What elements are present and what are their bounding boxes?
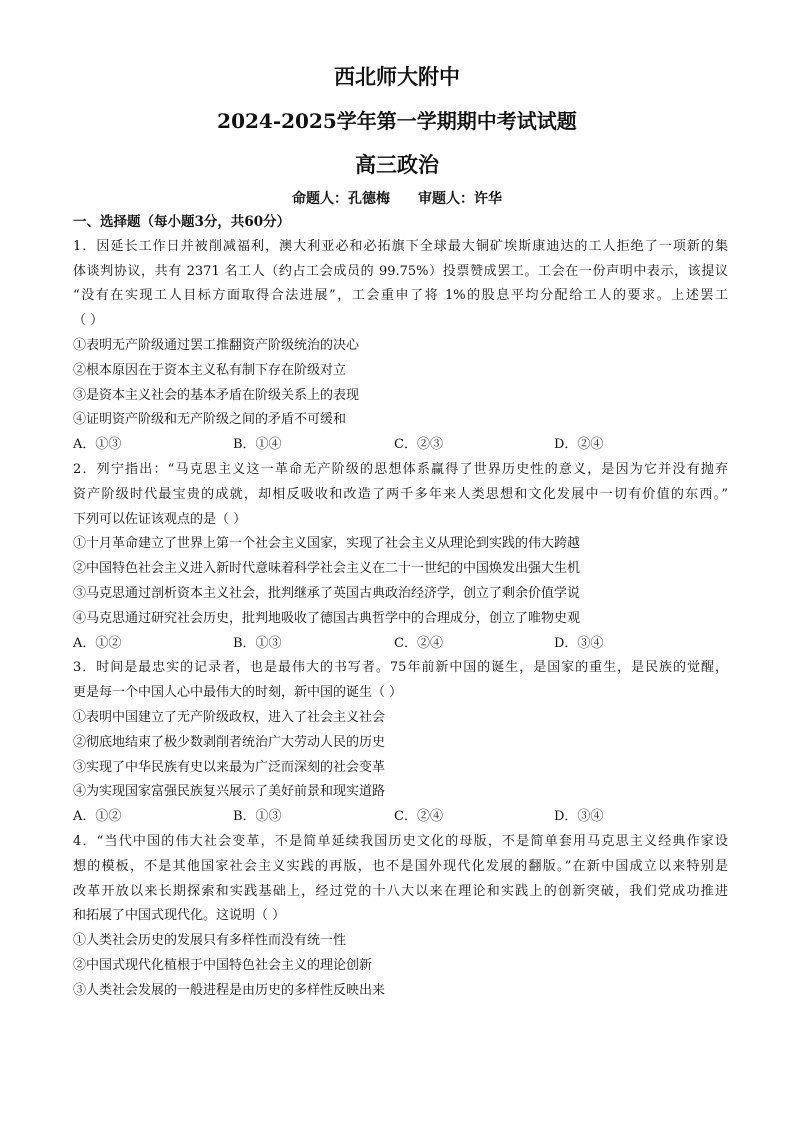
answer-choices [73,805,728,830]
answer-choices [73,433,728,458]
question-4 [73,830,728,1004]
choice-a: A．①② [73,635,122,651]
choice-a: A．①③ [73,437,122,453]
exam-title: 2024-2025学年第一学期期中考试试题 [217,109,577,133]
question-text-line: 资产阶级时代最宝贵的成就，却相反吸收和改造了两千多年来人类思想和文化发展中一切有价值的东西。” [73,486,728,502]
question-author: 命题人：孔德梅 [292,191,390,207]
question-text-line: 想的模板，不是其他国家社会主义实践的再版，也不是国外现代化发展的翻版。”在新中国成立以来特别是 [73,858,728,874]
school-name: 西北师大附中 [334,64,460,89]
choice-b: B．①④ [233,437,282,453]
exam-body [73,210,728,1004]
statement-option: ②根本原因在于资本主义私有制下存在阶级对立 [73,362,347,378]
question-1 [73,235,728,458]
question-text-line: 2．列宁指出：“马克思主义这一革命无产阶级的思想体系赢得了世界历史性的意义，是因为它并没有抛弃 [73,461,728,477]
question-text-line: 改革开放以来长期探索和实践基础上，经过党的十八大以来在理论和实践上的创新突破，我们党成功推进 [73,883,728,899]
question-3 [73,656,728,830]
choice-b: B．①③ [233,809,282,825]
statement-option: ②中国特色社会主义进入新时代意味着科学社会主义在二十一世纪的中国焕发出强大生机 [73,561,581,577]
question-text-line: 4．“当代中国的伟大社会变革，不是简单延续我国历史文化的母版，不是简单套用马克思主义经典作家设 [73,833,728,849]
question-text-line: 和拓展了中国式现代化。这说明（ ） [73,908,286,924]
question-text-line: （ ） [73,313,104,329]
choice-c: C．②④ [394,809,443,825]
choice-d: D．②④ [554,437,604,453]
question-text-line: 体谈判协议，共有 2371 名工人（约占工会成员的 99.75%）投票赞成罢工。工会在一份声明中表示，该提议 [73,263,728,279]
question-text-line: 更是每一个中国人心中最伟大的时刻，新中国的诞生（ ） [73,685,403,701]
section-heading: 一、选择题（每小题3分，共60分） [73,214,291,230]
question-reviewer: 审题人：许华 [418,191,502,207]
statement-option: ①表明无产阶级通过罢工推翻资产阶级统治的决心 [73,337,360,353]
subject-title: 高三政治 [355,152,439,177]
statement-option: ③是资本主义社会的基本矛盾在阶级关系上的表现 [73,387,360,403]
choice-d: D．③④ [554,809,604,825]
statement-option: ④为实现国家富强民族复兴展示了美好前景和现实道路 [73,784,386,800]
statement-option: ②彻底地结束了极少数剥削者统治广大劳动人民的历史 [73,734,386,750]
statement-option: ④马克思通过研究社会历史，批判地吸收了德国古典哲学中的合理成分，创立了唯物史观 [73,610,581,626]
choice-d: D．③④ [554,635,604,651]
statement-option: ③实现了中华民族有史以来最为广泛而深刻的社会变革 [73,759,386,775]
statement-option: ①十月革命建立了世界上第一个社会主义国家，实现了社会主义从理论到实践的伟大跨越 [73,536,581,552]
statement-option: ①表明中国建立了无产阶级政权，进入了社会主义社会 [73,709,386,725]
statement-option: ③马克思通过剖析资本主义社会，批判继承了英国古典政治经济学，创立了剩余价值学说 [73,585,581,601]
choice-c: C．②④ [394,635,443,651]
question-text-line: 1．因延长工作日并被削减福利，澳大利亚必和必拓旗下全球最大铜矿埃斯康迪达的工人拒绝了一项新的集 [73,238,728,254]
statement-option: ③人类社会发展的一般进程是由历史的多样性反映出来 [73,982,386,998]
question-text-line: 3．时间是最忠实的记录者，也是最伟大的书写者。75年前新中国的诞生，是国家的重生，是民族的觉醒， [73,660,728,676]
choice-c: C．②③ [394,437,443,453]
question-text-line: 下列可以佐证该观点的是（ ） [73,511,247,527]
answer-choices [73,632,728,657]
statement-option: ②中国式现代化植根于中国特色社会主义的理论创新 [73,957,373,973]
question-2 [73,458,728,656]
statement-option: ①人类社会历史的发展只有多样性而没有统一性 [73,933,347,949]
author-line [0,188,794,210]
choice-a: A．①② [73,809,122,825]
choice-b: B．①③ [233,635,282,651]
question-text-line: “没有在实现工人目标方面取得合法进展”，工会重申了将 1%的股息平均分配给工人的要求。上述罢工 [73,288,728,304]
statement-option: ④证明资产阶级和无产阶级之间的矛盾不可缓和 [73,412,347,428]
